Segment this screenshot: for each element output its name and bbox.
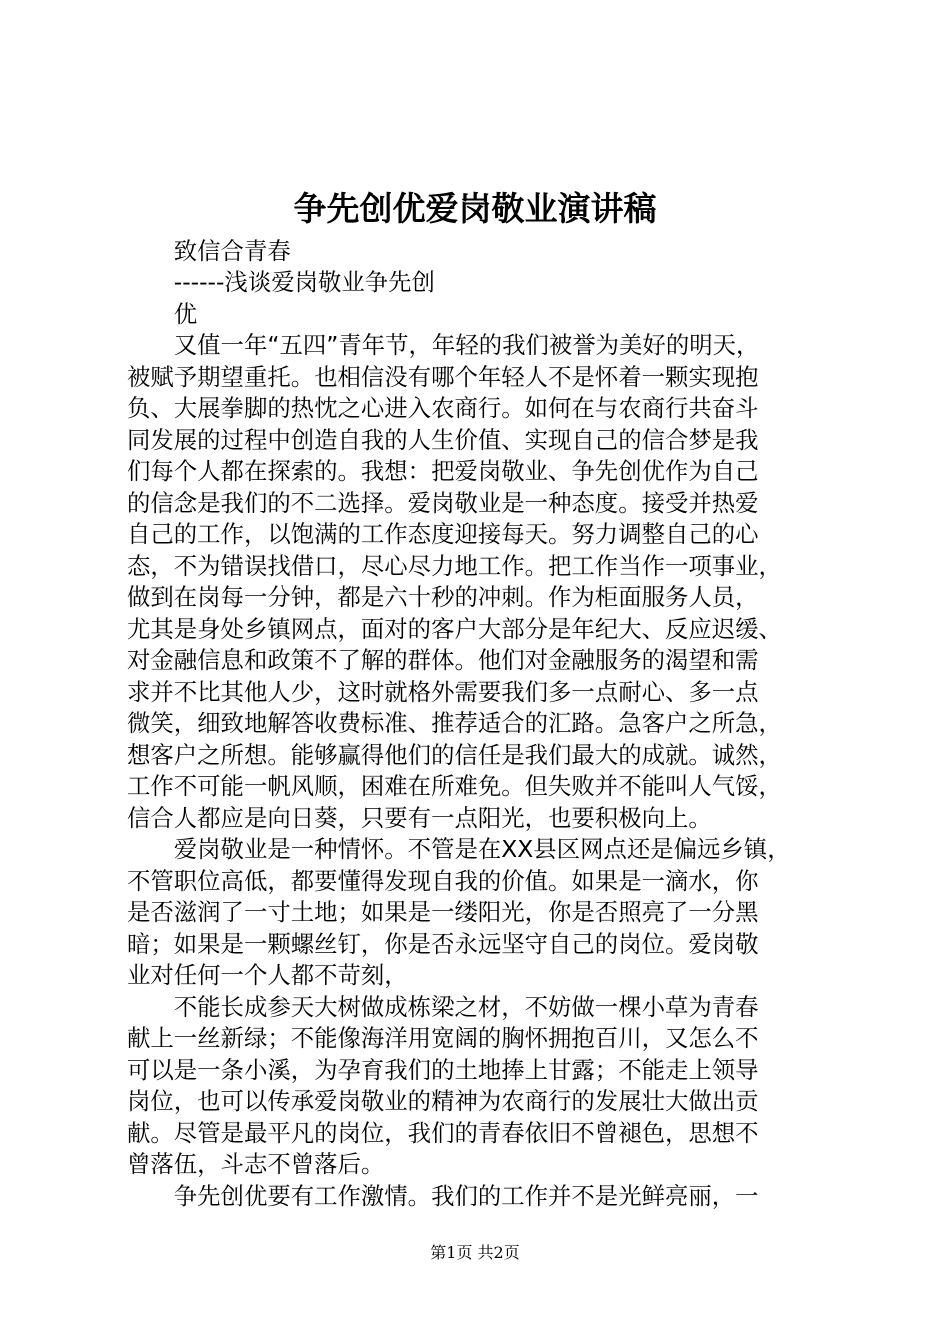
- text-line: 态，不为错误找借口，尽心尽力地工作。把工作当作一项事业，: [127, 551, 782, 580]
- text-line: 自己的工作，以饱满的工作态度迎接每天。努力调整自己的心: [127, 520, 759, 548]
- text-line: 想客户之所想。能够赢得他们的信任是我们最大的成就。诚然，: [127, 740, 782, 769]
- text-line: 同发展的过程中创造自我的人生价值、实现自己的信合梦是我: [127, 425, 759, 454]
- text-line: 又值一年“五四”青年节，年轻的我们被誉为美好的明天，: [127, 331, 760, 359]
- text-line: 献上一丝新绿；不能像海洋用宽阔的胸怀拥抱百川，又怎么不: [127, 1024, 759, 1052]
- text-line: 业对任何一个人都不苛刻，: [127, 961, 408, 989]
- text-line: 负、大展拳脚的热忱之心进入农商行。如何在与农商行共奋斗: [127, 394, 759, 422]
- text-line: 对金融信息和政策不了解的群体。他们对金融服务的渴望和需: [127, 646, 759, 674]
- text-line: 优: [127, 299, 198, 328]
- text-line: [127, 204, 827, 236]
- text-line: 争先创优要有工作激情。我们的工作并不是光鲜亮丽，一: [127, 1181, 759, 1210]
- text-line: 献。尽管是最平凡的岗位，我们的青春依旧不曾褪色，思想不: [127, 1118, 759, 1147]
- text-line: 是否滋润了一寸土地；如果是一缕阳光，你是否照亮了一分黑: [127, 898, 759, 926]
- text-line: 致信合青春: [127, 236, 291, 265]
- text-line: 求并不比其他人少，这时就格外需要我们多一点耐心、多一点: [127, 677, 759, 706]
- text-line: 岗位，也可以传承爱岗敬业的精神为农商行的发展壮大做出贡: [127, 1087, 759, 1115]
- text-line: 们每个人都在探索的。我想：把爱岗敬业、争先创优作为自己: [127, 457, 759, 485]
- document-title: 争先创优爱岗敬业演讲稿: [293, 189, 657, 228]
- text-line: 可以是一条小溪，为孕育我们的土地捧上甘露；不能走上领导: [127, 1055, 759, 1084]
- text-line: 暗；如果是一颗螺丝钉，你是否永远坚守自己的岗位。爱岗敬: [127, 929, 759, 958]
- document-body: [127, 204, 827, 1212]
- text-line: 做到在岗每一分钟，都是六十秒的冲刺。作为柜面服务人员，: [127, 583, 759, 611]
- text-line: 工作不可能一帆风顺，困难在所难免。但失败并不能叫人气馁，: [127, 772, 782, 800]
- text-line: 不管职位高低，都要懂得发现自我的价值。如果是一滴水，你: [127, 866, 759, 895]
- text-line: 微笑，细致地解答收费标准、推荐适合的汇路。急客户之所急，: [127, 709, 782, 737]
- text-line: 的信念是我们的不二选择。爱岗敬业是一种态度。接受并热爱: [127, 488, 759, 517]
- text-line: 信合人都应是向日葵，只要有一点阳光，也要积极向上。: [127, 803, 712, 832]
- text-line: 尤其是身处乡镇网点，面对的客户大部分是年纪大、反应迟缓、: [127, 614, 782, 643]
- text-line: 不能长成参天大树做成栋梁之材，不妨做一棵小草为青春: [127, 992, 759, 1021]
- text-line: 被赋予期望重托。也相信没有哪个年轻人不是怀着一颗实现抱: [127, 362, 759, 391]
- text-line: ------浅谈爱岗敬业争先创: [127, 268, 435, 296]
- page-footer: 第1页 共2页: [430, 1243, 520, 1262]
- text-line: 爱岗敬业是一种情怀。不管是在XX县区网点还是偏远乡镇，: [127, 835, 791, 863]
- text-line: 曾落伍，斗志不曾落后。: [127, 1150, 385, 1178]
